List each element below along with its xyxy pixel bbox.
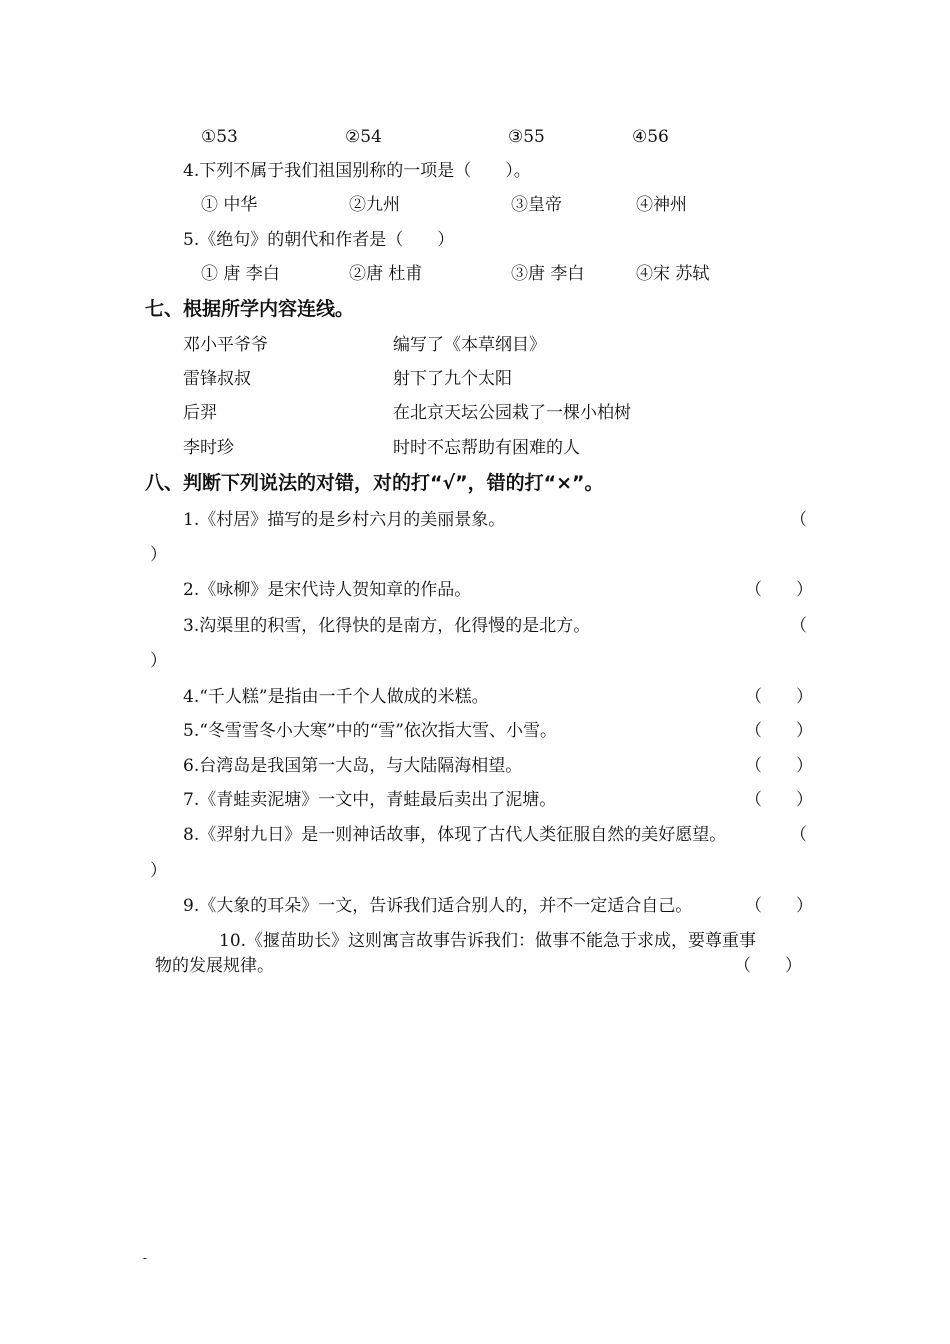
q3-option-1: ①53 [201,127,238,147]
q4-question: 4.下列不属于我们祖国别称的一项是（ ）。 [183,161,531,181]
match-left-1: 邓小平爷爷 [183,335,268,355]
q5-option-4: ④宋 苏轼 [636,264,710,284]
judge-paren-open-8: （ [790,825,807,845]
judge-item-10: 10.《揠苗助长》这则寓言故事告诉我们：做事不能急于求成，要尊重事 [219,931,757,951]
judge-item-9: 9.《大象的耳朵》一文，告诉我们适合别人的，并不一定适合自己。 [183,896,693,916]
match-left-2: 雷锋叔叔 [183,369,251,389]
judge-paren-close-8: ） [150,861,167,881]
judge-paren-6: （ ） [745,756,813,776]
judge-paren-10: （ ） [734,956,802,976]
judge-item-8: 8.《羿射九日》是一则神话故事，体现了古代人类征服自然的美好愿望。 [183,825,727,845]
q3-option-4: ④56 [632,127,669,147]
page-footer-mark: - [143,1251,148,1265]
q5-option-3: ③唐 李白 [511,264,585,284]
judge-paren-9: （ ） [745,896,813,916]
q5-option-2: ②唐 杜甫 [349,264,423,284]
q4-option-3: ③皇帝 [511,195,562,215]
match-left-3: 后羿 [183,403,217,423]
judge-paren-open-1: （ [790,510,807,530]
judge-item-7: 7.《青蛙卖泥塘》一文中，青蛙最后卖出了泥塘。 [183,790,557,810]
match-right-2: 射下了九个太阳 [393,369,512,389]
match-right-3: 在北京天坛公园栽了一棵小柏树 [393,403,631,423]
judge-item-4: 4.“千人糕”是指由一千个人做成的米糕。 [183,687,489,707]
match-right-1: 编写了《本草纲目》 [393,335,546,355]
judge-item-2: 2.《咏柳》是宋代诗人贺知章的作品。 [183,580,472,600]
judge-item-3: 3.沟渠里的积雪，化得快的是南方，化得慢的是北方。 [183,616,591,636]
q4-option-4: ④神州 [636,195,687,215]
q4-option-2: ②九州 [349,195,400,215]
judge-paren-open-3: （ [790,616,807,636]
section8-title: 八、判断下列说法的对错，对的打“√”，错的打“×”。 [145,472,604,494]
q5-question: 5.《绝句》的朝代和作者是（ ） [183,230,455,250]
q3-option-3: ③55 [508,127,545,147]
judge-paren-2: （ ） [745,580,813,600]
judge-paren-close-3: ） [150,651,167,671]
judge-paren-7: （ ） [745,790,813,810]
judge-paren-close-1: ） [150,545,167,565]
judge-paren-5: （ ） [745,721,813,741]
judge-item-6: 6.台湾岛是我国第一大岛，与大陆隔海相望。 [183,756,523,776]
q3-option-2: ②54 [345,127,382,147]
judge-item-1: 1.《村居》描写的是乡村六月的美丽景象。 [183,510,506,530]
match-right-4: 时时不忘帮助有困难的人 [393,438,580,458]
match-left-4: 李时珍 [183,438,234,458]
q4-option-1: ① 中华 [201,195,258,215]
section7-title: 七、根据所学内容连线。 [145,298,355,320]
judge-item-5: 5.“冬雪雪冬小大寒”中的“雪”依次指大雪、小雪。 [183,721,557,741]
judge-paren-4: （ ） [745,687,813,707]
judge-item-10-cont: 物的发展规律。 [155,956,274,976]
q5-option-1: ① 唐 李白 [201,264,280,284]
